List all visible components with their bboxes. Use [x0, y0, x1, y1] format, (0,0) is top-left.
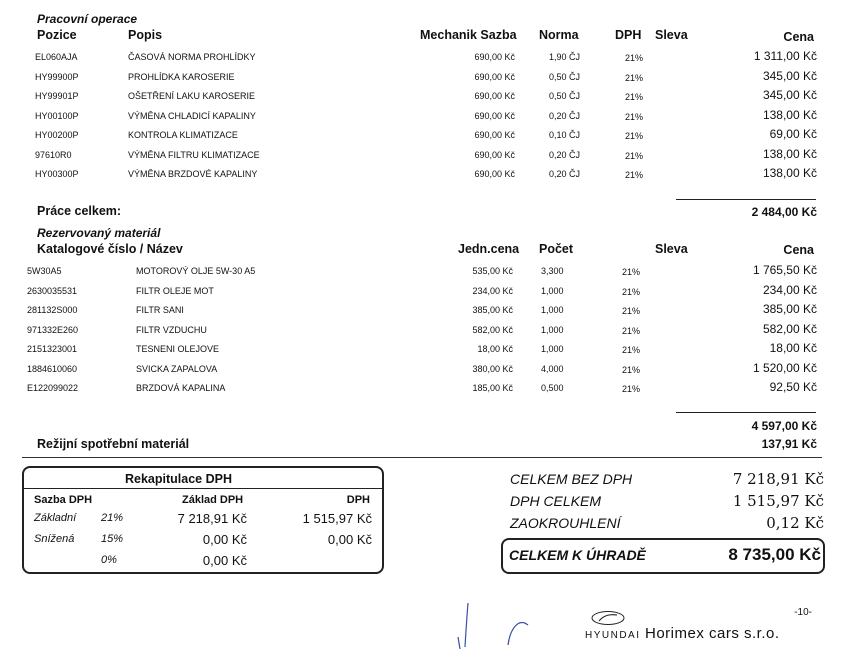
total-vat-label: DPH CELKEM — [510, 493, 602, 509]
row-code: EL060AJA — [35, 52, 78, 62]
company-name: Horimex cars s.r.o. — [645, 625, 780, 642]
labor-section-title: Pracovní operace — [37, 12, 138, 26]
col-header-dph: DPH — [615, 28, 642, 42]
row-price: 345,00 Kč — [762, 68, 817, 83]
vat-rate-percent: 0% — [101, 554, 117, 566]
row-rate: 690,00 Kč — [474, 110, 515, 121]
row-vat: 21% — [625, 131, 644, 141]
row-description: TESNENI OLEJOVE — [136, 344, 220, 354]
row-price: 138,00 Kč — [762, 146, 817, 161]
row-vat: 21% — [622, 364, 641, 375]
page-number: -10- — [794, 607, 812, 618]
row-price: 18,00 Kč — [769, 341, 817, 355]
row-unit-price: 385,00 Kč — [472, 305, 513, 315]
col-header-cena-2: Cena — [783, 243, 814, 257]
row-code: HY99901P — [35, 91, 79, 101]
row-price: 345,00 Kč — [762, 88, 817, 102]
vat-rate-name: Snížená — [34, 533, 75, 545]
col-header-cena: Cena — [783, 30, 814, 44]
vat-rate-percent: 21% — [101, 512, 124, 524]
row-vat: 21% — [625, 170, 644, 180]
row-description: VÝMĚNA BRZDOVÉ KAPALINY — [128, 169, 258, 179]
row-description: VÝMĚNA FILTRU KLIMATIZACE — [128, 149, 260, 160]
row-rate: 690,00 Kč — [474, 91, 515, 101]
row-count: 1,000 — [541, 344, 564, 354]
row-code: 1884610060 — [27, 363, 78, 374]
vat-rate-percent: 15% — [101, 533, 124, 545]
col-header-count: Počet — [539, 242, 574, 256]
row-description: VÝMĚNA CHLADICÍ KAPALINY — [128, 110, 256, 121]
row-vat: 21% — [625, 53, 644, 63]
row-rate: 690,00 Kč — [474, 130, 515, 140]
row-vat: 21% — [622, 267, 641, 277]
labor-total-value: 2 484,00 Kč — [751, 205, 817, 219]
row-code: HY00300P — [35, 169, 79, 179]
row-vat: 21% — [622, 384, 641, 394]
hyundai-logo-icon — [590, 610, 626, 626]
row-description: PROHLÍDKA KAROSERIE — [128, 71, 235, 82]
row-vat: 21% — [625, 150, 644, 161]
row-norm: 1,90 ČJ — [548, 52, 580, 62]
row-unit-price: 18,00 Kč — [477, 344, 513, 354]
row-price: 582,00 Kč — [762, 321, 817, 336]
row-price: 138,00 Kč — [762, 107, 817, 122]
rounding-value: 0,12 Kč — [766, 514, 824, 532]
row-code: 281132S000 — [27, 305, 78, 315]
row-rate: 690,00 Kč — [474, 52, 515, 62]
row-norm: 0,10 ČJ — [548, 130, 580, 140]
overhead-label: Režijní spotřební materiál — [37, 437, 190, 451]
vat-header-rate: Sazba DPH — [34, 494, 93, 506]
col-header-sleva: Sleva — [655, 28, 688, 42]
row-code: 97610R0 — [35, 149, 72, 160]
row-count: 1,000 — [541, 324, 564, 335]
vat-header-base: Základ DPH — [182, 494, 244, 506]
row-count: 1,000 — [541, 285, 564, 296]
row-description: FILTR OLEJE MOT — [136, 285, 214, 296]
row-norm: 0,20 ČJ — [548, 149, 580, 160]
row-vat: 21% — [622, 345, 641, 355]
vat-rate-name: Základní — [34, 512, 77, 524]
total-without-vat-value: 7 218,91 Kč — [732, 470, 824, 488]
amount-due-label: CELKEM K ÚHRADĚ — [509, 547, 646, 563]
divider — [24, 488, 382, 489]
row-rate: 690,00 Kč — [474, 169, 515, 179]
col-header-pozice: Pozice — [37, 28, 77, 42]
divider — [676, 412, 816, 413]
col-header-sleva-2: Sleva — [655, 242, 688, 256]
vat-header-vat: DPH — [346, 494, 370, 506]
row-code: HY00100P — [35, 110, 79, 121]
total-without-vat-label: CELKEM BEZ DPH — [510, 471, 633, 487]
row-vat: 21% — [622, 306, 641, 316]
col-header-unit: Jedn.cena — [458, 242, 520, 256]
row-price: 234,00 Kč — [762, 282, 817, 297]
row-description: ČASOVÁ NORMA PROHLÍDKY — [128, 52, 256, 62]
overhead-value: 137,91 Kč — [761, 437, 817, 451]
row-norm: 0,50 ČJ — [548, 71, 580, 82]
row-unit-price: 185,00 Kč — [472, 383, 513, 393]
row-vat: 21% — [622, 286, 641, 297]
row-code: 2630035531 — [27, 285, 78, 296]
vat-base: 0,00 Kč — [202, 553, 247, 568]
row-price: 138,00 Kč — [762, 166, 817, 180]
row-description: KONTROLA KLIMATIZACE — [128, 130, 238, 140]
material-section-title: Rezervovaný materiál — [37, 226, 161, 240]
row-description: MOTOROVÝ OLJE 5W-30 A5 — [136, 266, 256, 276]
row-vat: 21% — [625, 72, 644, 83]
row-unit-price: 234,00 Kč — [472, 285, 513, 296]
row-description: OŠETŘENÍ LAKU KAROSERIE — [128, 91, 256, 101]
row-description: BRZDOVÁ KAPALINA — [136, 383, 226, 393]
vat-base: 7 218,91 Kč — [177, 511, 247, 526]
row-price: 1 520,00 Kč — [752, 360, 817, 375]
col-header-norma: Norma — [539, 28, 579, 42]
col-header-name: Katalogové číslo / Název — [37, 242, 183, 256]
row-price: 69,00 Kč — [769, 127, 817, 141]
row-price: 1 311,00 Kč — [753, 49, 817, 63]
row-price: 1 765,50 Kč — [752, 263, 817, 277]
signature-stroke — [440, 595, 560, 649]
vat-amount: 1 515,97 Kč — [302, 511, 372, 526]
vat-summary-title: Rekapitulace DPH — [125, 472, 232, 486]
row-code: HY00200P — [35, 130, 79, 140]
row-description: FILTR SANI — [136, 305, 184, 315]
vat-base: 0,00 Kč — [202, 532, 247, 547]
row-vat: 21% — [625, 111, 644, 122]
row-count: 4,000 — [541, 363, 564, 374]
row-norm: 0,50 ČJ — [548, 91, 580, 101]
row-code: 5W30A5 — [27, 266, 62, 276]
row-vat: 21% — [625, 92, 644, 102]
brand-name: HYUNDAI — [585, 630, 641, 641]
row-unit-price: 582,00 Kč — [472, 324, 513, 335]
row-rate: 690,00 Kč — [474, 71, 515, 82]
rounding-label: ZAOKROUHLENÍ — [510, 515, 621, 531]
row-description: FILTR VZDUCHU — [136, 324, 207, 335]
row-rate: 690,00 Kč — [474, 149, 515, 160]
total-vat-value: 1 515,97 Kč — [732, 492, 824, 510]
row-price: 385,00 Kč — [762, 302, 817, 316]
row-code: 2151323001 — [27, 344, 78, 354]
col-header-popis: Popis — [128, 28, 163, 42]
amount-due-value: 8 735,00 Kč — [728, 545, 821, 564]
divider — [676, 199, 816, 200]
row-unit-price: 535,00 Kč — [472, 266, 513, 276]
row-code: E122099022 — [27, 383, 79, 393]
row-description: SVICKA ZAPALOVA — [136, 363, 218, 374]
vat-amount: 0,00 Kč — [327, 532, 372, 547]
row-code: HY99900P — [35, 71, 79, 82]
divider — [22, 457, 822, 458]
row-code: 971332E260 — [27, 324, 79, 335]
row-price: 92,50 Kč — [769, 380, 817, 394]
row-unit-price: 380,00 Kč — [472, 363, 513, 374]
row-vat: 21% — [622, 325, 641, 336]
row-norm: 0,20 ČJ — [548, 110, 580, 121]
labor-total-label: Práce celkem: — [37, 204, 122, 218]
row-count: 3,300 — [541, 266, 564, 276]
material-total-value: 4 597,00 Kč — [751, 419, 817, 433]
row-count: 1,000 — [541, 305, 564, 315]
row-norm: 0,20 ČJ — [548, 169, 580, 179]
row-count: 0,500 — [541, 383, 564, 393]
col-header-sazba: Mechanik Sazba — [420, 28, 517, 42]
